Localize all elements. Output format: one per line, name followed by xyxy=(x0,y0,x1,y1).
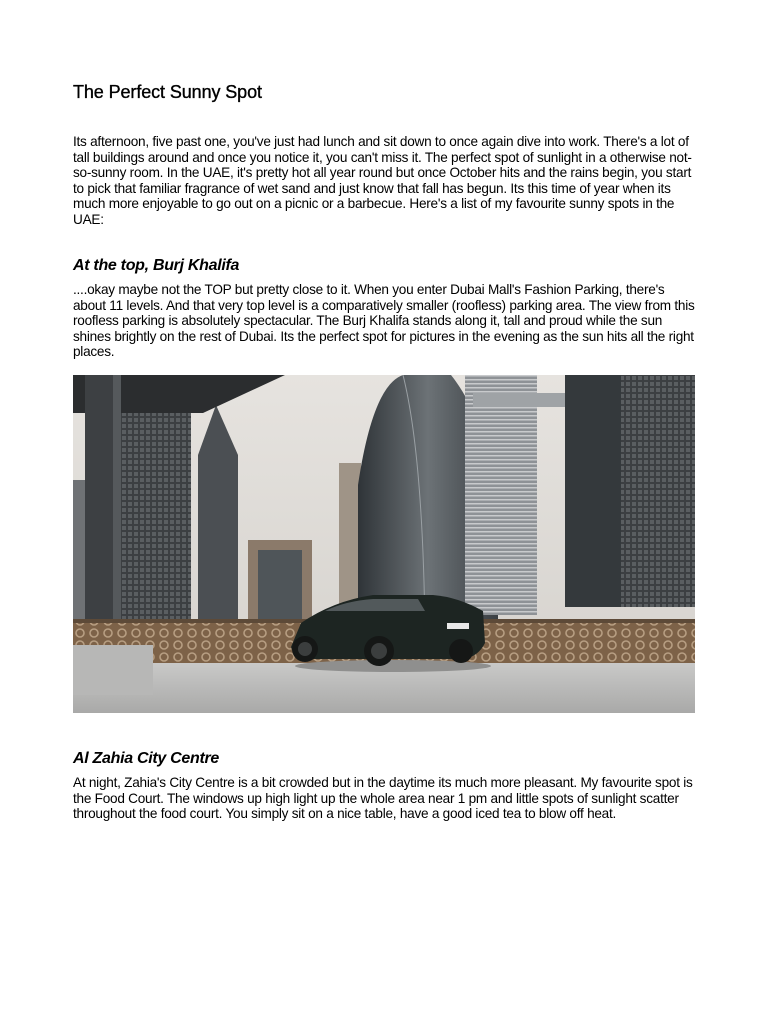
section-heading-burj-khalifa: At the top, Burj Khalifa xyxy=(73,257,240,274)
intro-paragraph: Its afternoon, five past one, you've just had lunch and sit down to once again dive into work. There's a lot of tall buildings around and once you notice it, you can't miss it. The perfect spot of sunlight in a otherwise not-so-sunny room. In the UAE, it's pretty hot all year round but once October hits and the rains begin, you start to pick that familiar fragrance of wet sand and just know that fall has begun. Its this time of year when its much more enjoyable to go out on a picnic or a barbecue. Here's a list of my favourite sunny spots in the UAE: xyxy=(73,134,692,227)
section-heading-al-zahia: Al Zahia City Centre xyxy=(73,750,220,767)
section-body-al-zahia: At night, Zahia's City Centre is a bit crowded but in the daytime its much more pleasant. My favourite spot is the Food Court. The windows up high light up the whole area near 1 pm and little spots of sunlight scatter throughout the food court. You simply sit on a nice table, have a good iced tea to blow off heat. xyxy=(73,775,693,822)
section-body-burj-khalifa: ....okay maybe not the TOP but pretty close to it. When you enter Dubai Mall's Fashion Parking, there's about 11 levels. And that very top level is a comparatively smaller (roofless) parking area. The view from this roofless parking is absolutely spectacular. The Burj Khalifa stands along it, tall and proud while the sun shines brightly on the rest of Dubai. Its the perfect spot for pictures in the evening as the sun hits all the right places. xyxy=(73,282,695,360)
rooftop-parking-photo xyxy=(73,375,695,713)
photo-illustration xyxy=(73,375,695,713)
page-title: The Perfect Sunny Spot xyxy=(73,82,262,102)
